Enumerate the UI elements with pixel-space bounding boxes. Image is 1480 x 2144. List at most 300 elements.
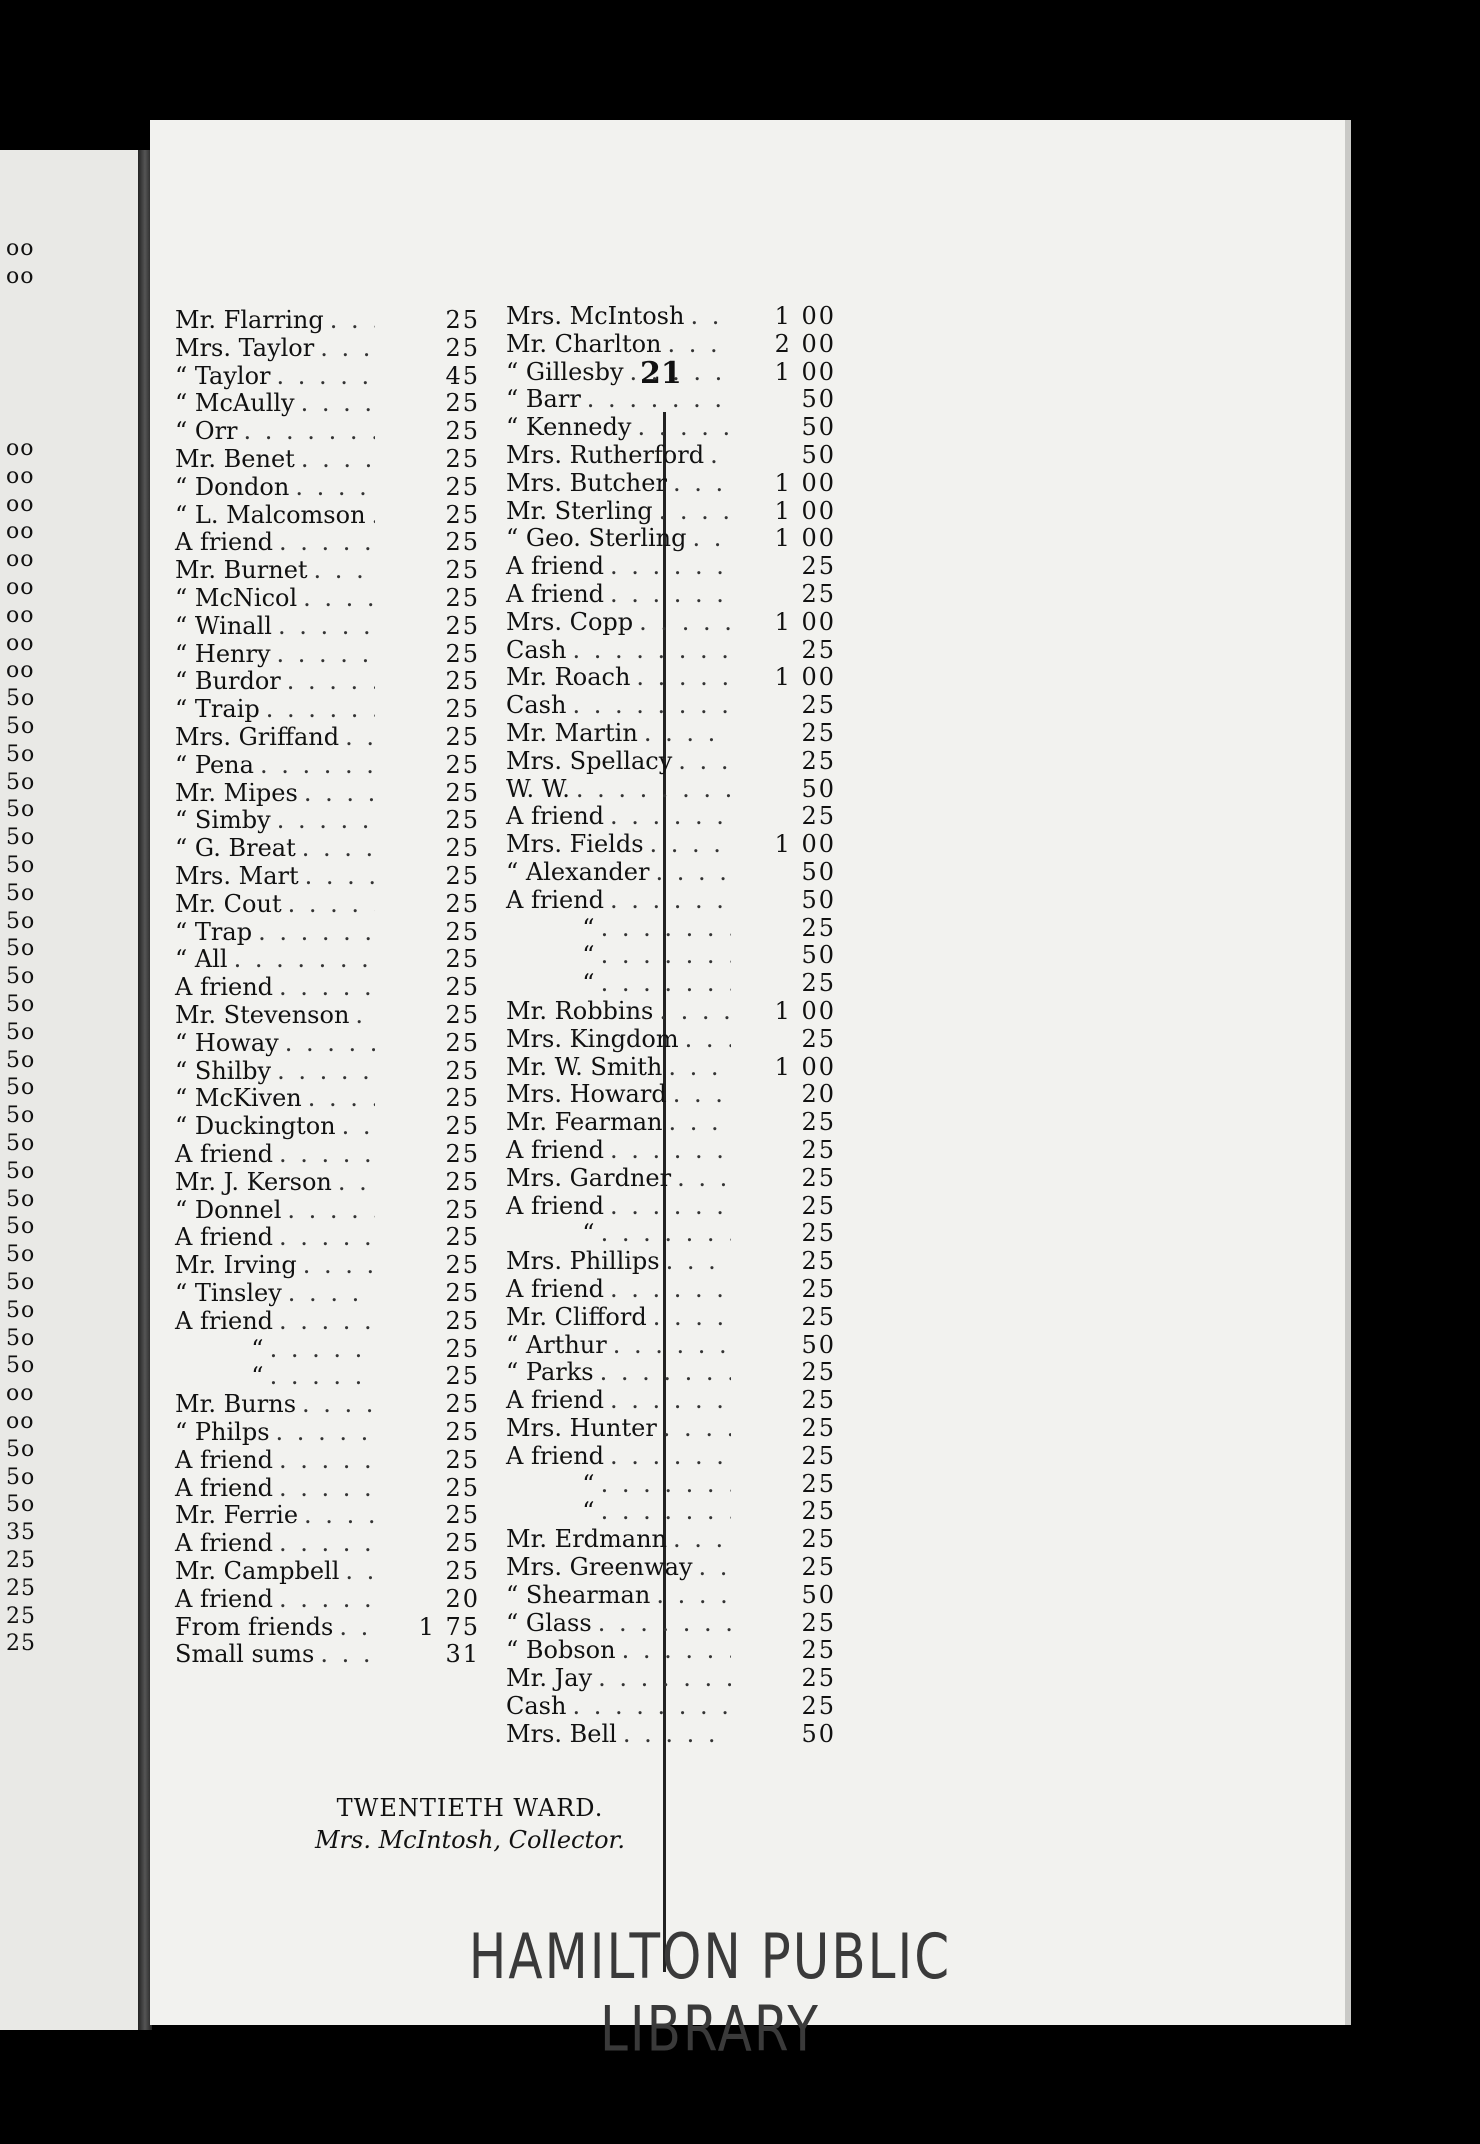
entry-amount: 25 [445,445,480,473]
entry-amount: 25 [801,1219,836,1248]
list-item [506,1553,836,1581]
list-item [175,528,480,556]
facing-page-amount: 5o [6,1464,36,1490]
entry-name: Mrs. Mart [175,862,299,890]
dot-leader [244,417,375,445]
entry-amount: 25 [445,834,480,863]
entry-amount: 50 [801,941,836,970]
dot-leader [655,858,731,886]
entry-amount: 25 [445,945,480,974]
entry-name: Mrs. Copp [506,607,634,636]
dot-leader [301,389,375,417]
entry-name: “ Donnel [175,1195,282,1224]
facing-page-amount: 5o [6,825,36,851]
dot-leader [277,806,375,834]
entry-name: Mr. Erdmann [506,1525,668,1554]
entry-amount: 25 [445,806,480,835]
entry-name: W. W. [506,774,570,803]
list-item [175,1001,480,1029]
entry-name: Mr. Clifford [506,1302,647,1331]
list-item [175,1418,480,1446]
list-item [506,608,836,636]
entry-amount: 25 [801,1275,836,1303]
entry-amount: 25 [445,1279,480,1307]
list-item [506,358,836,386]
dot-leader [270,1335,375,1363]
entry-amount: 25 [801,1525,836,1554]
entry-amount: 25 [445,1529,480,1558]
dot-leader [598,1609,731,1637]
entry-name: “ Taylor [175,361,271,390]
entry-name: “ [506,913,595,942]
entry-amount: 25 [801,746,836,775]
list-item [175,1362,480,1390]
dot-leader [302,1390,375,1418]
dot-leader [372,501,375,529]
facing-page-amount: oo [6,1381,35,1407]
dot-leader [610,580,731,608]
list-item [175,1501,480,1529]
entry-amount: 25 [445,1084,480,1113]
entry-name: “ McAully [175,389,295,418]
facing-page-amount: 25 [6,1575,36,1601]
entry-amount: 25 [445,1362,480,1391]
dot-leader [295,473,375,501]
entry-name: Cash [506,1692,567,1720]
dot-leader [285,1029,375,1057]
entry-amount: 50 [801,885,836,914]
entry-name: “ [506,941,595,970]
entry-amount: 25 [445,1223,480,1252]
entry-name: A friend [506,1441,605,1470]
entry-amount: 25 [801,635,836,664]
entry-name: “ Tinsley [175,1279,282,1307]
entry-amount: 25 [445,1056,480,1085]
list-item [506,497,836,525]
list-item [175,473,480,501]
dot-leader [339,1613,375,1641]
facing-page-amount: oo [6,491,35,517]
entry-amount: 25 [445,973,480,1002]
entry-amount: 25 [801,969,836,998]
dot-leader [287,667,375,695]
entry-amount: 25 [445,889,480,918]
entry-amount: 25 [801,691,836,720]
entry-amount: 25 [445,528,480,557]
entry-amount: 25 [801,1302,836,1331]
entry-name: “ Bobson [506,1636,616,1665]
dot-leader [677,1164,731,1192]
list-item [506,1386,836,1414]
list-item [175,1057,480,1085]
entry-amount: 25 [445,723,480,751]
dot-leader [668,330,732,358]
facing-page-amount: 35 [6,1520,36,1546]
entry-amount: 1 00 [774,830,836,859]
entry-name: “ McNicol [175,584,298,612]
list-item [506,1414,836,1442]
dot-leader [572,636,731,664]
entry-name: “ Alexander [506,858,650,886]
list-item [175,806,480,834]
dot-leader [342,1112,375,1140]
entry-amount: 25 [801,1608,836,1637]
list-item [175,1140,480,1168]
entry-name: Mr. Irving [175,1251,297,1280]
list-item [175,584,480,612]
entry-amount: 25 [801,1414,836,1442]
entry-name: “ [175,1334,264,1363]
entry-name: “ [175,1362,264,1391]
list-item [506,552,836,580]
dot-leader [663,1414,731,1442]
entry-name: “ Dondon [175,472,290,501]
list-item [506,580,836,608]
list-item [506,469,836,497]
dot-leader [278,612,375,640]
entry-amount: 25 [801,1469,836,1498]
facing-page-amount: oo [6,463,35,489]
list-item [175,445,480,473]
list-item [506,385,836,413]
entry-name: Mrs. Butcher [506,468,667,497]
facing-page-amount: 5o [6,1075,36,1101]
page [150,120,1351,2066]
entry-name: “ Glass [506,1608,592,1637]
dot-leader [279,1307,375,1335]
facing-page-amount: 5o [6,769,36,795]
entry-amount: 25 [445,1418,480,1446]
dot-leader [320,334,375,362]
list-item [506,691,836,719]
entry-amount: 50 [801,1719,836,1748]
entry-amount: 50 [801,385,836,414]
facing-page-amount: oo [6,658,35,684]
list-item [175,751,480,779]
entry-amount: 50 [801,858,836,886]
entry-amount: 50 [801,1580,836,1609]
entry-amount: 25 [445,1306,480,1335]
entry-name: “ Kennedy [506,413,632,442]
entry-name: Mr. J. Kerson [175,1167,332,1196]
list-item [506,1497,836,1525]
dot-leader [279,1585,375,1613]
entry-amount: 45 [445,361,480,390]
facing-page-amount: oo [6,436,35,461]
list-item [506,969,836,997]
entry-amount: 25 [445,556,480,585]
entry-amount: 25 [801,1136,836,1164]
dot-leader [600,1358,731,1386]
entry-amount: 25 [445,1028,480,1057]
entry-name: Mr. Martin [506,719,638,747]
dot-leader [572,691,731,719]
entry-name: “ [506,1469,595,1498]
entry-name: Mrs. Rutherford [506,441,705,469]
facing-page-amount: 5o [6,1186,36,1212]
dot-leader [613,1331,731,1359]
list-item [175,1307,480,1335]
dot-leader [302,834,375,862]
list-item [506,997,836,1025]
dot-leader [279,1223,375,1251]
entry-name: “ Orr [175,417,238,446]
facing-page-amount: oo [6,519,35,545]
dot-leader [305,862,375,890]
dot-leader [637,413,731,441]
entry-amount: 25 [445,306,480,334]
dot-leader [345,1557,375,1585]
entry-name: Mr. Roach [506,663,631,692]
entry-name: Mr. Jay [506,1664,593,1693]
entry-name: Cash [506,691,567,720]
entry-amount: 25 [801,1163,836,1192]
entry-amount: 25 [445,1501,480,1530]
list-item [506,1581,836,1609]
list-item [506,1331,836,1359]
dot-leader [314,556,375,584]
list-item [506,1470,836,1498]
entry-amount: 1 00 [774,302,836,330]
entry-amount: 50 [801,774,836,803]
dot-leader [303,1251,375,1279]
list-item [175,890,480,918]
dot-leader [276,1418,375,1446]
list-item [175,1390,480,1418]
entry-name: “ Parks [506,1358,594,1387]
entry-amount: 25 [445,500,480,529]
entry-name: A friend [175,973,274,1002]
dot-leader [355,1001,375,1029]
list-item [175,862,480,890]
facing-page-amount: 5o [6,1492,36,1518]
entry-name: A friend [175,1473,274,1502]
entry-name: From friends [175,1612,334,1641]
list-item [175,945,480,973]
dot-leader [288,890,375,918]
entry-amount: 25 [801,1692,836,1720]
list-item [175,1112,480,1140]
dot-leader [279,1140,375,1168]
list-item [175,1223,480,1251]
entry-name: Mr. Charlton [506,329,662,358]
dot-leader [650,830,731,858]
list-item [506,886,836,914]
dot-leader [610,552,731,580]
entry-amount: 1 00 [774,997,836,1025]
list-item [175,306,480,334]
entry-amount: 25 [801,913,836,942]
facing-page-amount: 5o [6,1158,36,1184]
dot-leader [277,640,375,668]
list-item [506,1164,836,1192]
dot-leader [601,941,731,969]
dot-leader [258,918,375,946]
dot-leader [659,997,731,1025]
entry-name: “ [506,1219,595,1248]
list-item [175,918,480,946]
dot-leader [234,945,375,973]
dot-leader [610,1442,731,1470]
entry-amount: 25 [801,1247,836,1276]
dot-leader [303,584,375,612]
dot-leader [636,663,731,691]
entry-name: “ Gillesby [506,357,624,386]
library-stamp: HAMILTON PUBLIC LIBRARY [468,1920,952,2066]
entry-amount: 50 [801,1330,836,1359]
entry-name: “ Arthur [506,1330,607,1359]
entry-name: A friend [175,1584,274,1613]
entry-name: “ Burdor [175,667,281,696]
facing-page-amount: 25 [6,1631,36,1657]
list-item [175,1279,480,1307]
dot-leader [587,385,731,413]
entry-amount: 25 [445,667,480,696]
dot-leader [338,1168,375,1196]
list-item [506,830,836,858]
entry-name: A friend [506,1191,605,1220]
entry-amount: 25 [801,552,836,581]
entry-name: A friend [506,580,605,608]
dot-leader [301,445,375,473]
list-item [175,1613,480,1641]
entry-amount: 20 [801,1080,836,1109]
list-item [506,524,836,552]
list-item [506,1692,836,1720]
entry-name: Mrs. Gardner [506,1163,672,1192]
entry-name: Mr. Burns [175,1390,297,1419]
facing-page-amount: 5o [6,1325,36,1351]
list-item [506,802,836,830]
entry-amount: 25 [801,1108,836,1137]
entry-amount: 25 [801,1636,836,1665]
entry-name: Mrs. Kingdom [506,1024,679,1053]
list-item [506,1108,836,1136]
facing-page-amount: 5o [6,908,36,934]
dot-leader [601,1470,731,1498]
facing-page-amount: 5o [6,1297,36,1323]
entry-name: Mr. Fearman [506,1108,663,1137]
entry-amount: 25 [801,1191,836,1220]
dot-leader [623,1720,731,1748]
entry-amount: 25 [801,1441,836,1470]
list-item [175,1251,480,1279]
entry-amount: 25 [445,333,480,362]
list-item [506,1247,836,1275]
entry-amount: 20 [445,1584,480,1613]
dot-leader [678,747,731,775]
entry-amount: 25 [445,778,480,807]
list-item [175,612,480,640]
list-item [175,1029,480,1057]
list-item [506,1219,836,1247]
entry-amount: 25 [445,917,480,946]
entry-name: “ Duckington [175,1112,336,1141]
facing-page-amount: 5o [6,741,36,767]
entry-name: “ Trap [175,917,253,946]
entry-amount: 25 [445,862,480,890]
entry-amount: 1 00 [774,468,836,497]
ward-title: TWENTIETH WARD. [336,1794,604,1822]
dot-leader [308,1084,375,1112]
entry-name: Mrs. McIntosh [506,302,685,330]
dot-leader [673,1525,731,1553]
list-item [506,858,836,886]
entry-name: “ Shilby [175,1056,272,1085]
list-item [175,1557,480,1585]
dot-leader [304,779,375,807]
entry-name: Mr. Burnet [175,556,308,585]
entry-amount: 25 [445,1473,480,1502]
list-item [506,1636,836,1664]
dot-leader [279,1529,375,1557]
dot-leader [610,1275,731,1303]
entry-name: Mrs. Spellacy [506,746,673,775]
dot-leader [710,441,731,469]
dot-leader [630,358,731,386]
entry-amount: 25 [801,1664,836,1693]
dot-leader [666,1247,731,1275]
dot-leader [610,1386,731,1414]
list-item [506,330,836,358]
list-item [175,501,480,529]
dot-leader [279,528,375,556]
entry-amount: 25 [445,750,480,779]
list-item [175,417,480,445]
list-item [175,667,480,695]
entry-name: Mrs. Fields [506,830,644,859]
entry-name: A friend [506,1386,605,1415]
entry-name: A friend [506,1136,605,1164]
entry-name: Cash [506,635,567,664]
list-item [175,1196,480,1224]
entry-amount: 25 [801,719,836,747]
list-item [175,695,480,723]
list-item [506,914,836,942]
dot-leader [279,973,375,1001]
facing-page-amount: 5o [6,714,36,739]
entry-amount: 25 [445,1334,480,1363]
dot-leader [690,302,731,330]
dot-leader [266,695,375,723]
facing-page-amount: 5o [6,1353,36,1379]
entry-amount: 25 [445,389,480,418]
entry-amount: 25 [801,1024,836,1053]
entry-amount: 25 [445,1001,480,1029]
dot-leader [598,1664,731,1692]
list-item [506,1525,836,1553]
entry-amount: 25 [445,1445,480,1474]
entry-name: A friend [175,528,274,557]
dot-leader [288,1279,375,1307]
facing-page-amount: 5o [6,1214,36,1240]
dot-leader [668,1053,731,1081]
list-item [506,663,836,691]
entry-name: A friend [175,1445,274,1474]
dot-leader [277,1057,375,1085]
ward-collector: Mrs. McIntosh, Collector. [314,1826,626,1854]
entry-name: Mrs. Howard [506,1080,667,1109]
facing-page-amount: 5o [6,1436,36,1462]
entry-name: A friend [506,885,605,914]
facing-page-amount: 5o [6,964,36,990]
entry-name: “ G. Breat [175,834,296,863]
list-item [506,1025,836,1053]
entry-name: Mr. Campbell [175,1557,340,1585]
dot-leader [330,306,375,334]
list-item [506,1303,836,1331]
entry-name: “ Winall [175,611,272,640]
